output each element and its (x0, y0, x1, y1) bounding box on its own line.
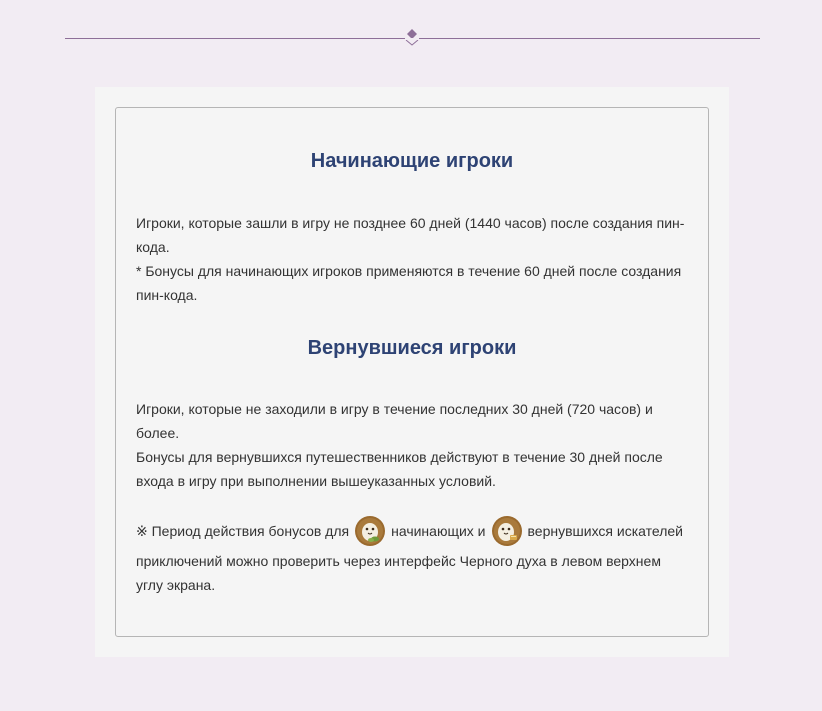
text-line: входа в игру при выполнении вышеуказанных условий. (136, 473, 496, 489)
text-line: Игроки, которые зашли в игру не позднее 60 дней (1440 часов) после создания пин- (136, 215, 685, 231)
divider-diamond-icon (405, 28, 419, 48)
note-first-line (136, 513, 696, 549)
returning-spirit-icon (491, 515, 523, 547)
text-line: более. (136, 425, 180, 441)
beginner-spirit-icon (354, 515, 386, 547)
info-box (115, 107, 709, 637)
note-middle: начинающих и (391, 523, 486, 539)
section-heading-beginners: Начинающие игроки (310, 150, 514, 172)
note-line: углу экрана. (136, 577, 216, 593)
text-line: пин-кода. (136, 287, 198, 303)
section-heading-returning: Вернувшиеся игроки (307, 337, 517, 359)
section-text-beginners (136, 211, 688, 307)
note-suffix: вернувшихся искателей (527, 523, 683, 539)
text-line: Игроки, которые не заходили в игру в течение последних 30 дней (720 часов) и (136, 401, 653, 417)
note-prefix: ※ Период действия бонусов для (136, 523, 350, 539)
text-line: кода. (136, 239, 170, 255)
text-line: * Бонусы для начинающих игроков применяются в течение 60 дней после создания (136, 263, 682, 279)
note-line: приключений можно проверить через интерфейс Черного духа в левом верхнем (136, 553, 661, 569)
text-line: Бонусы для вернувшихся путешественников действуют в течение 30 дней после (136, 449, 663, 465)
bonus-period-note (136, 513, 696, 597)
section-text-returning (136, 397, 688, 493)
